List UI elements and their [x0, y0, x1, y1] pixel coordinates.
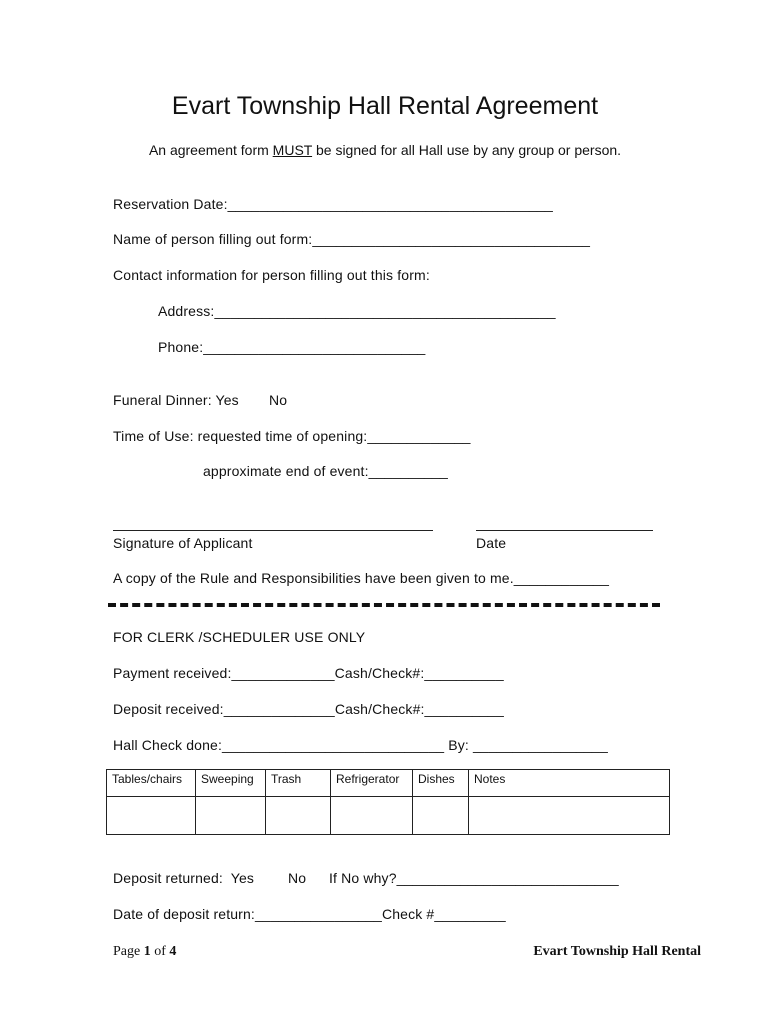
table-row — [107, 797, 670, 835]
page-total: 4 — [169, 944, 177, 959]
funeral-dinner-no[interactable]: No — [269, 392, 288, 408]
cell-trash[interactable] — [266, 797, 331, 835]
cell-sweeping[interactable] — [196, 797, 266, 835]
hall-check-field[interactable]: Hall Check done:____________________________ By: _________________ — [113, 737, 608, 753]
table-header-row — [107, 770, 670, 797]
dashed-divider — [108, 603, 660, 607]
funeral-dinner-yes[interactable]: Funeral Dinner: Yes — [113, 392, 239, 408]
subtitle-before: An agreement form — [148, 142, 273, 158]
time-open-field[interactable]: Time of Use: requested time of opening:_____________ — [113, 428, 471, 444]
payment-field[interactable]: Payment received:_____________Cash/Check#:__________ — [113, 665, 504, 681]
signature-line[interactable] — [113, 530, 433, 531]
col-refrigerator: Refrigerator — [331, 770, 413, 797]
clerk-heading: FOR CLERK /SCHEDULER USE ONLY — [113, 629, 366, 645]
reservation-date-field[interactable]: Reservation Date:_________________________________________ — [113, 196, 553, 212]
date-label: Date — [476, 535, 507, 551]
time-end-field[interactable]: approximate end of event:__________ — [203, 463, 448, 479]
page-current: 1 — [143, 944, 151, 959]
name-field[interactable]: Name of person filling out form:___________________________________ — [113, 231, 591, 247]
page-number — [113, 944, 176, 960]
deposit-returned-yes[interactable]: Deposit returned: Yes — [113, 870, 255, 886]
page-word: Page — [113, 944, 144, 959]
deposit-return-date-field[interactable]: Date of deposit return:________________Check #_________ — [113, 906, 506, 922]
cell-dishes[interactable] — [413, 797, 469, 835]
col-tables-chairs: Tables/chairs — [107, 770, 196, 797]
col-sweeping: Sweeping — [196, 770, 266, 797]
address-field[interactable]: Address:___________________________________________ — [158, 303, 556, 319]
of-word: of — [150, 944, 170, 959]
contact-heading: Contact information for person filling out this form: — [113, 267, 430, 283]
footer-title: Evart Township Hall Rental — [533, 944, 701, 959]
cell-tables-chairs[interactable] — [107, 797, 196, 835]
subtitle-emphasis: MUST — [272, 142, 313, 158]
col-notes: Notes — [469, 770, 670, 797]
rules-copy-field[interactable]: A copy of the Rule and Responsibilities have been given to me.____________ — [113, 570, 609, 586]
cell-refrigerator[interactable] — [331, 797, 413, 835]
deposit-field[interactable]: Deposit received:______________Cash/Check#:__________ — [113, 701, 504, 717]
deposit-returned-no[interactable]: No — [288, 870, 307, 886]
if-no-why-field[interactable]: If No why?____________________________ — [329, 870, 619, 886]
phone-field[interactable]: Phone:____________________________ — [158, 339, 426, 355]
col-dishes: Dishes — [413, 770, 469, 797]
cell-notes[interactable] — [469, 797, 670, 835]
hall-check-table — [106, 769, 670, 835]
document-title: Evart Township Hall Rental Agreement — [171, 92, 599, 120]
col-trash: Trash — [266, 770, 331, 797]
date-line[interactable] — [476, 530, 653, 531]
subtitle — [0, 142, 770, 158]
subtitle-after: be signed for all Hall use by any group or person. — [312, 142, 622, 158]
signature-label: Signature of Applicant — [113, 535, 253, 551]
